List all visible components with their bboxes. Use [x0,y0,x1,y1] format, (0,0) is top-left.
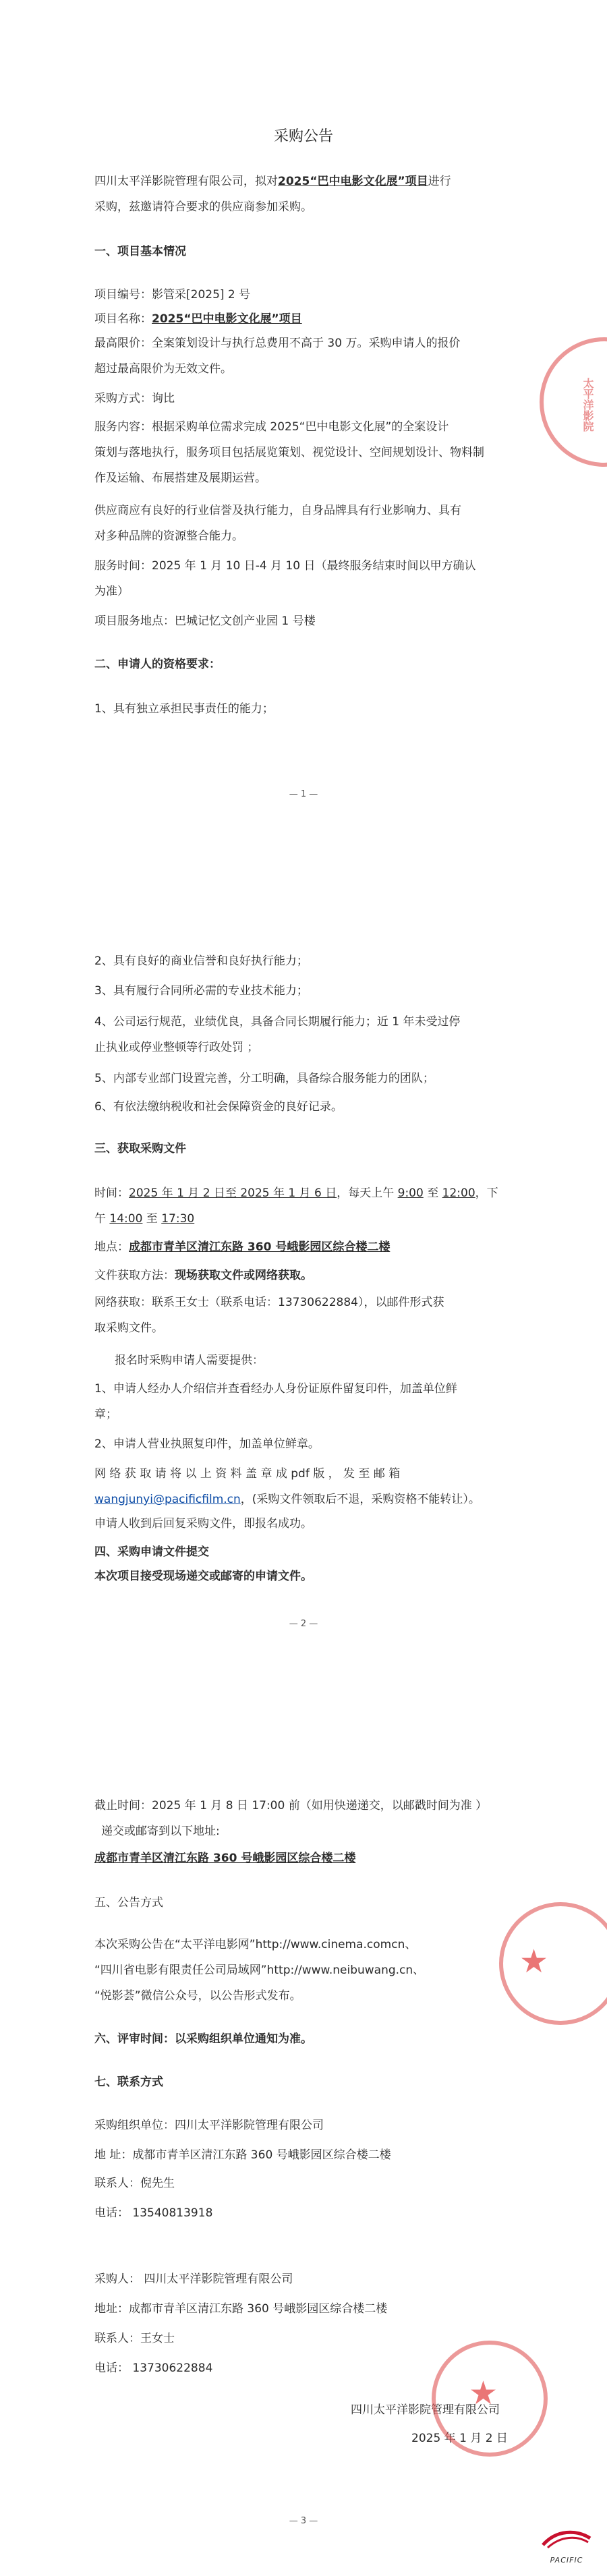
seal-star-icon: ★ [519,1943,549,1980]
qualification-3: 3、具有履行合同所必需的专业技术能力； [94,984,308,998]
page-number-2: — 2 — [289,1619,318,1629]
organizer-address: 地 址：成都市青羊区清江东路 360 号峨影园区综合楼二楼 [94,2148,391,2162]
qualification-5: 5、内部专业部门设置完善，分工明确，具备综合服务能力的团队； [94,1072,434,1085]
signature-date: 2025 年 1 月 2 日 [411,2432,508,2445]
get-time-line-1: 时间：2025 年 1 月 2 日至 2025 年 1 月 6 日，每天上午 9:00 至 12:00，下 [94,1186,498,1200]
qualification-1: 1、具有独立承担民事责任的能力； [94,702,274,716]
intro-line-2: 采购，兹邀请符合要求的供应商参加采购。 [94,200,312,214]
get-method: 文件获取方法：现场获取文件或网络获取。 [94,1269,312,1282]
service-content-1: 服务内容：根据采购单位需求完成 2025“巴中电影文化展”的全案设计 [94,420,449,434]
max-price-line-1: 最高限价：全案策划设计与执行总费用不高于 30 万。采购申请人的报价 [94,337,461,350]
need-2: 2、申请人营业执照复印件，加盖单位鲜章。 [94,1437,320,1451]
heading-project-info: 一、项目基本情况 [94,245,186,258]
publish-2: “四川省电影有限责任公司局域网”http://www.neibuwang.cn、 [94,1964,425,1977]
signature-org: 四川太平洋影院管理有限公司 [351,2403,500,2417]
get-address: 地点：成都市青羊区清江东路 360 号峨影园区综合楼二楼 [94,1240,391,1254]
deadline-line-2: 递交或邮寄到以下地址: [101,1825,220,1838]
network-get-3: 网 络 获 取 请 将 以 上 资 料 盖 章 成 pdf 版 ， 发 至 邮 箱 [94,1467,401,1481]
publish-1: 本次采购公告在“太平洋电影网”http://www.cinema.comcn、 [94,1938,417,1951]
service-location: 项目服务地点：巴城记忆文创产业园 1 号楼 [94,614,316,628]
service-content-2: 策划与落地执行，服务项目包括展览策划、视觉设计、空间规划设计、物料制 [94,446,484,459]
buyer-tel: 电话： 13730622884 [94,2362,213,2375]
heading-get-documents: 三、获取采购文件 [94,1142,186,1155]
submit-text: 本次项目接受现场递交或邮寄的申请文件。 [94,1570,312,1583]
heading-publish: 五、公告方式 [94,1896,163,1910]
company-seal-right [499,1902,607,2025]
service-time-2: 为准） [94,585,129,598]
qualification-2: 2、具有良好的商业信誉和良好执行能力； [94,954,308,968]
network-get-4: wangjunyi@pacificfilm.cn，(采购文件领取后不退，采购资格不能转让）。 [94,1493,480,1506]
procurement-method: 采购方式：询比 [94,392,175,405]
max-price-line-2: 超过最高限价为无效文件。 [94,362,232,376]
organizer: 采购组织单位：四川太平洋影院管理有限公司 [94,2119,324,2132]
organizer-contact: 联系人：倪先生 [94,2177,175,2190]
need-1b: 章； [94,1408,117,1421]
supplier-req-2: 对多种品牌的资源整合能力。 [94,529,243,543]
page-1 [0,0,607,803]
registration-need: 报名时采购申请人需要提供： [115,1354,264,1367]
page-number-1: — 1 — [289,789,318,799]
pacific-logo-text: PACIFIC [550,2556,583,2565]
page-2 [0,850,607,1653]
need-1a: 1、申请人经办人介绍信并查看经办人身份证原件留复印件，加盖单位鲜 [94,1382,457,1396]
submit-address: 成都市青羊区清江东路 360 号峨影园区综合楼二楼 [94,1852,356,1865]
network-get-1: 网络获取：联系王女士（联系电话：13730622884），以邮件形式获 [94,1296,444,1309]
company-seal-partial [540,337,607,467]
seal-lettering: 太平洋影院 [581,378,594,432]
heading-submit: 四、采购申请文件提交 [94,1545,209,1559]
pacific-logo [540,2526,594,2567]
qualification-4a: 4、公司运行规范，业绩优良，具备合同长期履行能力；近 1 年未受过停 [94,1015,461,1029]
heading-qualifications: 二、申请人的资格要求： [94,658,221,671]
service-content-3: 作及运输、布展搭建及展期运营。 [94,471,266,485]
doc-title: 采购公告 [273,128,333,145]
service-time-1: 服务时间：2025 年 1 月 10 日-4 月 10 日（最终服务结束时间以甲方确认 [94,559,476,573]
qualification-4b: 止执业或停业整顿等行政处罚 ； [94,1041,259,1054]
page-3 [0,1700,607,2576]
network-get-2: 取采购文件。 [94,1321,163,1335]
item-number: 项目编号：影管采[2025] 2 号 [94,288,251,302]
qualification-6: 6、有依法缴纳税收和社会保障资金的良好记录。 [94,1100,343,1114]
seal-star-icon-2: ★ [469,2374,498,2412]
email-link[interactable]: wangjunyi@pacificfilm.cn [94,1493,241,1506]
pacific-logo-mark [540,2526,594,2553]
buyer-contact: 联系人：王女士 [94,2332,175,2345]
organizer-tel: 电话： 13540813918 [94,2206,213,2220]
deadline-line-1: 截止时间：2025 年 1 月 8 日 17:00 前（如用快递递交，以邮戳时间为准 ） [94,1799,488,1812]
publish-3: “悦影荟”微信公众号，以公告形式发布。 [94,1989,301,2003]
buyer: 采购人： 四川太平洋影院管理有限公司 [94,2272,293,2286]
network-get-5: 申请人收到后回复采购文件，即报名成功。 [94,1517,312,1530]
intro-line-1: 四川太平洋影院管理有限公司，拟对2025“巴中电影文化展”项目进行 [94,175,451,188]
heading-review-time: 六、评审时间：以采购组织单位通知为准。 [94,2032,312,2046]
page-number-3: — 3 — [289,2516,318,2526]
get-time-line-2: 午 14:00 至 17:30 [94,1212,195,1226]
item-name: 项目名称：2025“巴中电影文化展”项目 [94,312,302,326]
buyer-address: 地址：成都市青羊区清江东路 360 号峨影园区综合楼二楼 [94,2302,388,2316]
supplier-req-1: 供应商应有良好的行业信誉及执行能力，自身品牌具有行业影响力、具有 [94,504,461,517]
heading-contact: 七、联系方式 [94,2076,163,2089]
